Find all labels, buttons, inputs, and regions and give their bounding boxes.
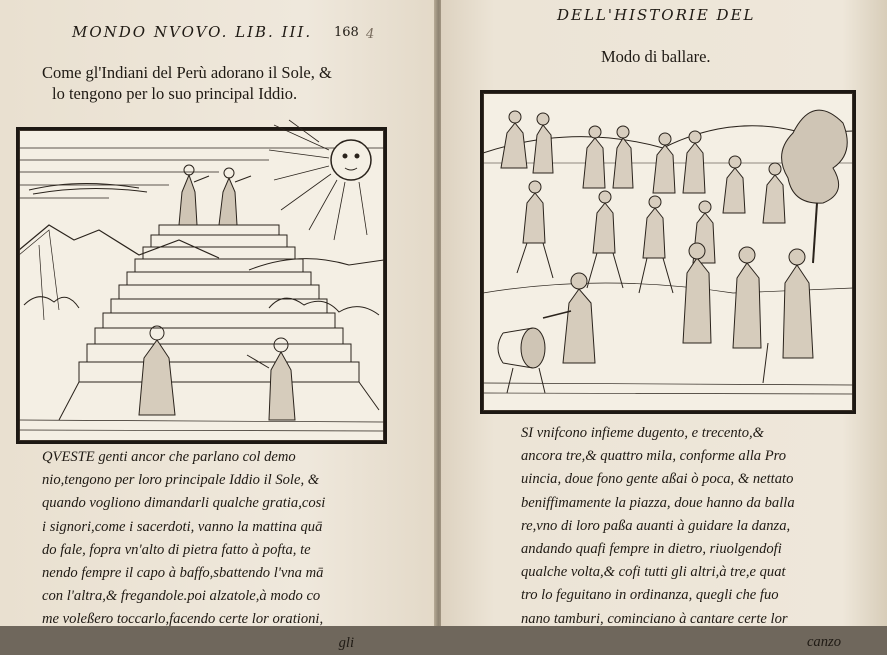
- body-line: ancora tre,& quattro mila, conforme alla Pro: [521, 448, 787, 465]
- body-text: [521, 422, 841, 654]
- body-line: SI vnifcono infieme dugento, e trecento,&: [521, 425, 765, 441]
- body-line: do fale, fopra vn'alto di pietra fatto à pofta, te: [42, 541, 311, 558]
- dance-illustration: [483, 93, 853, 411]
- body-line: con l'altra,& fregandole.poi alzatole,à modo co: [42, 588, 321, 605]
- body-line: uincia, doue fono gente aßai ò poca, & nettato: [521, 471, 794, 488]
- folio-mark: 4: [366, 27, 375, 42]
- woodcut-dance: [480, 90, 856, 414]
- body-line: i signori,come i sacerdoti, vanno la mattina quā: [42, 518, 323, 535]
- running-head: DELL'HISTORIE DEL: [557, 6, 756, 24]
- body-line: QVESTE genti ancor che parlano col demo: [42, 449, 296, 465]
- caption: Modo di ballare.: [601, 47, 711, 66]
- body-line: beniffimamente la piazza, doue hanno da balla: [521, 494, 795, 511]
- body-line: quando vogliono dimandarli qualche gratia,cosi: [42, 495, 326, 512]
- body-text: [42, 446, 356, 655]
- caption-line: lo tengono per lo suo principal Iddio.: [52, 84, 298, 103]
- catchword: gli: [338, 634, 354, 651]
- body-line: tro lo feguitano in ordinanza, quegli che fuo: [521, 587, 779, 604]
- body-line: nano tamburi, cominciano à cantare certe lor: [521, 610, 788, 627]
- body-line: andando quafi fempre in dietro, riuolgendofi: [521, 541, 782, 558]
- catchword: canzo: [806, 633, 841, 650]
- body-line: me voleßero toccarlo,facendo certe lor orationi,: [42, 611, 324, 628]
- caption: [42, 62, 332, 104]
- body-line: nendo fempre il capo à baffo,sbattendo l'vna mā: [42, 565, 324, 582]
- left-page: [0, 0, 436, 651]
- running-head: MONDO NVOVO. LIB. III.: [72, 23, 313, 41]
- woodcut-sun-worship: [16, 127, 387, 444]
- body-line: qualche volta,& cofi tutti gli altri,à tre,e quat: [521, 564, 786, 581]
- sun-worship-illustration: [19, 130, 384, 441]
- body-line: nio,tengono per loro principale Iddio il Sole, &: [42, 472, 320, 489]
- caption-line: Come gl'Indiani del Perù adorano il Sole, &: [42, 63, 332, 82]
- right-page: [441, 0, 887, 650]
- body-line: re,vno di loro paßa auanti à guidare la danza,: [521, 517, 791, 534]
- folio-number: 168: [334, 25, 359, 40]
